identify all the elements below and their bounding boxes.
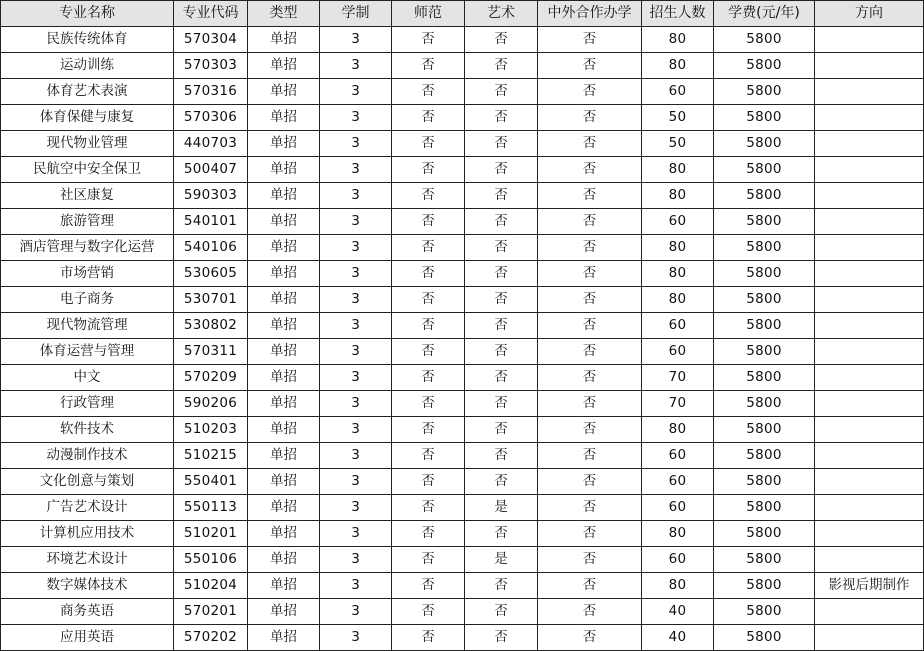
cell-major-name: 民航空中安全保卫 [1, 157, 174, 183]
cell-joint-program: 否 [538, 261, 642, 287]
cell-art: 否 [465, 339, 538, 365]
cell-major-name: 社区康复 [1, 183, 174, 209]
cell-duration: 3 [320, 625, 392, 651]
cell-joint-program: 否 [538, 79, 642, 105]
table-row [1, 625, 924, 651]
cell-joint-program: 否 [538, 287, 642, 313]
cell-major-code: 510215 [174, 443, 248, 469]
cell-tuition: 5800 [714, 365, 815, 391]
cell-major-code: 540101 [174, 209, 248, 235]
cell-type: 单招 [248, 183, 320, 209]
cell-joint-program: 否 [538, 547, 642, 573]
cell-duration: 3 [320, 495, 392, 521]
cell-major-name: 体育保健与康复 [1, 105, 174, 131]
table-row [1, 521, 924, 547]
cell-type: 单招 [248, 521, 320, 547]
cell-type: 单招 [248, 469, 320, 495]
cell-quota: 80 [642, 573, 714, 599]
cell-major-code: 570303 [174, 53, 248, 79]
cell-type: 单招 [248, 131, 320, 157]
cell-teacher-training: 否 [392, 625, 465, 651]
cell-major-name: 现代物流管理 [1, 313, 174, 339]
cell-direction [815, 261, 924, 287]
cell-major-code: 510201 [174, 521, 248, 547]
table-row [1, 547, 924, 573]
cell-art: 否 [465, 27, 538, 53]
cell-art: 否 [465, 391, 538, 417]
cell-type: 单招 [248, 261, 320, 287]
header-type: 类型 [248, 1, 320, 27]
cell-type: 单招 [248, 547, 320, 573]
cell-major-name: 文化创意与策划 [1, 469, 174, 495]
cell-tuition: 5800 [714, 79, 815, 105]
cell-joint-program: 否 [538, 209, 642, 235]
cell-teacher-training: 否 [392, 547, 465, 573]
cell-tuition: 5800 [714, 495, 815, 521]
header-major-code: 专业代码 [174, 1, 248, 27]
cell-joint-program: 否 [538, 599, 642, 625]
cell-type: 单招 [248, 443, 320, 469]
cell-quota: 50 [642, 131, 714, 157]
cell-teacher-training: 否 [392, 443, 465, 469]
cell-duration: 3 [320, 313, 392, 339]
cell-major-name: 市场营销 [1, 261, 174, 287]
cell-quota: 80 [642, 157, 714, 183]
cell-joint-program: 否 [538, 157, 642, 183]
cell-joint-program: 否 [538, 339, 642, 365]
cell-major-code: 510203 [174, 417, 248, 443]
cell-teacher-training: 否 [392, 469, 465, 495]
cell-tuition: 5800 [714, 131, 815, 157]
cell-duration: 3 [320, 521, 392, 547]
cell-major-name: 电子商务 [1, 287, 174, 313]
cell-duration: 3 [320, 27, 392, 53]
cell-teacher-training: 否 [392, 495, 465, 521]
header-row [1, 1, 924, 27]
cell-teacher-training: 否 [392, 183, 465, 209]
cell-major-name: 环境艺术设计 [1, 547, 174, 573]
cell-direction [815, 521, 924, 547]
header-joint-program: 中外合作办学 [538, 1, 642, 27]
cell-direction [815, 105, 924, 131]
cell-tuition: 5800 [714, 313, 815, 339]
cell-type: 单招 [248, 365, 320, 391]
cell-quota: 80 [642, 235, 714, 261]
cell-art: 否 [465, 157, 538, 183]
cell-teacher-training: 否 [392, 417, 465, 443]
cell-teacher-training: 否 [392, 287, 465, 313]
table-row [1, 105, 924, 131]
cell-art: 是 [465, 495, 538, 521]
cell-type: 单招 [248, 157, 320, 183]
cell-art: 否 [465, 443, 538, 469]
table-row [1, 313, 924, 339]
cell-duration: 3 [320, 209, 392, 235]
table-row [1, 443, 924, 469]
cell-teacher-training: 否 [392, 391, 465, 417]
cell-art: 否 [465, 235, 538, 261]
cell-art: 否 [465, 261, 538, 287]
table-body [1, 27, 924, 651]
cell-tuition: 5800 [714, 521, 815, 547]
cell-joint-program: 否 [538, 313, 642, 339]
cell-type: 单招 [248, 495, 320, 521]
cell-type: 单招 [248, 417, 320, 443]
cell-duration: 3 [320, 53, 392, 79]
cell-major-code: 590303 [174, 183, 248, 209]
cell-art: 否 [465, 287, 538, 313]
cell-major-code: 440703 [174, 131, 248, 157]
cell-quota: 60 [642, 339, 714, 365]
header-tuition: 学费(元/年) [714, 1, 815, 27]
cell-joint-program: 否 [538, 235, 642, 261]
cell-duration: 3 [320, 287, 392, 313]
cell-major-code: 570306 [174, 105, 248, 131]
cell-major-name: 运动训练 [1, 53, 174, 79]
cell-art: 否 [465, 53, 538, 79]
cell-direction [815, 391, 924, 417]
cell-art: 否 [465, 599, 538, 625]
cell-direction [815, 287, 924, 313]
cell-joint-program: 否 [538, 27, 642, 53]
cell-direction [815, 131, 924, 157]
cell-direction [815, 183, 924, 209]
cell-direction [815, 443, 924, 469]
cell-type: 单招 [248, 79, 320, 105]
cell-quota: 80 [642, 287, 714, 313]
cell-teacher-training: 否 [392, 573, 465, 599]
cell-direction [815, 625, 924, 651]
cell-major-code: 590206 [174, 391, 248, 417]
cell-teacher-training: 否 [392, 235, 465, 261]
cell-quota: 70 [642, 365, 714, 391]
cell-direction [815, 79, 924, 105]
cell-major-code: 570316 [174, 79, 248, 105]
cell-direction [815, 495, 924, 521]
cell-art: 是 [465, 547, 538, 573]
cell-major-name: 动漫制作技术 [1, 443, 174, 469]
header-major-name: 专业名称 [1, 1, 174, 27]
cell-quota: 40 [642, 625, 714, 651]
cell-joint-program: 否 [538, 105, 642, 131]
cell-joint-program: 否 [538, 131, 642, 157]
cell-direction [815, 157, 924, 183]
cell-duration: 3 [320, 261, 392, 287]
cell-direction [815, 547, 924, 573]
cell-quota: 80 [642, 417, 714, 443]
cell-type: 单招 [248, 27, 320, 53]
cell-art: 否 [465, 131, 538, 157]
table-row [1, 339, 924, 365]
cell-major-code: 530605 [174, 261, 248, 287]
cell-direction [815, 417, 924, 443]
cell-duration: 3 [320, 183, 392, 209]
cell-art: 否 [465, 573, 538, 599]
cell-direction [815, 339, 924, 365]
table-header [1, 1, 924, 27]
cell-tuition: 5800 [714, 573, 815, 599]
header-duration: 学制 [320, 1, 392, 27]
cell-major-name: 现代物业管理 [1, 131, 174, 157]
cell-tuition: 5800 [714, 417, 815, 443]
cell-tuition: 5800 [714, 261, 815, 287]
cell-duration: 3 [320, 391, 392, 417]
cell-duration: 3 [320, 339, 392, 365]
cell-art: 否 [465, 209, 538, 235]
cell-quota: 80 [642, 261, 714, 287]
cell-direction [815, 27, 924, 53]
header-quota: 招生人数 [642, 1, 714, 27]
cell-joint-program: 否 [538, 573, 642, 599]
table-row [1, 235, 924, 261]
cell-major-name: 软件技术 [1, 417, 174, 443]
cell-duration: 3 [320, 105, 392, 131]
cell-joint-program: 否 [538, 443, 642, 469]
cell-teacher-training: 否 [392, 209, 465, 235]
cell-quota: 60 [642, 547, 714, 573]
cell-tuition: 5800 [714, 105, 815, 131]
cell-tuition: 5800 [714, 157, 815, 183]
cell-major-code: 550113 [174, 495, 248, 521]
cell-art: 否 [465, 469, 538, 495]
table-row [1, 261, 924, 287]
cell-tuition: 5800 [714, 27, 815, 53]
cell-teacher-training: 否 [392, 53, 465, 79]
cell-major-name: 广告艺术设计 [1, 495, 174, 521]
cell-teacher-training: 否 [392, 27, 465, 53]
cell-joint-program: 否 [538, 365, 642, 391]
table-row [1, 157, 924, 183]
cell-quota: 80 [642, 27, 714, 53]
cell-tuition: 5800 [714, 625, 815, 651]
cell-major-code: 550106 [174, 547, 248, 573]
cell-major-name: 商务英语 [1, 599, 174, 625]
table-row [1, 469, 924, 495]
cell-major-name: 旅游管理 [1, 209, 174, 235]
cell-major-name: 行政管理 [1, 391, 174, 417]
cell-duration: 3 [320, 547, 392, 573]
cell-joint-program: 否 [538, 625, 642, 651]
cell-joint-program: 否 [538, 495, 642, 521]
cell-duration: 3 [320, 157, 392, 183]
cell-joint-program: 否 [538, 391, 642, 417]
cell-quota: 40 [642, 599, 714, 625]
cell-major-name: 体育艺术表演 [1, 79, 174, 105]
cell-direction [815, 599, 924, 625]
cell-major-code: 570201 [174, 599, 248, 625]
cell-tuition: 5800 [714, 339, 815, 365]
cell-joint-program: 否 [538, 469, 642, 495]
cell-duration: 3 [320, 235, 392, 261]
cell-duration: 3 [320, 79, 392, 105]
cell-tuition: 5800 [714, 287, 815, 313]
cell-direction [815, 469, 924, 495]
cell-type: 单招 [248, 625, 320, 651]
cell-quota: 60 [642, 209, 714, 235]
header-art: 艺术 [465, 1, 538, 27]
cell-major-code: 500407 [174, 157, 248, 183]
cell-duration: 3 [320, 417, 392, 443]
cell-major-name: 应用英语 [1, 625, 174, 651]
cell-joint-program: 否 [538, 53, 642, 79]
cell-major-name: 中文 [1, 365, 174, 391]
cell-tuition: 5800 [714, 547, 815, 573]
cell-quota: 60 [642, 469, 714, 495]
cell-art: 否 [465, 365, 538, 391]
cell-major-code: 540106 [174, 235, 248, 261]
cell-tuition: 5800 [714, 469, 815, 495]
cell-major-name: 计算机应用技术 [1, 521, 174, 547]
table-row [1, 183, 924, 209]
table-row [1, 27, 924, 53]
cell-major-code: 570311 [174, 339, 248, 365]
table-row [1, 79, 924, 105]
cell-duration: 3 [320, 443, 392, 469]
cell-joint-program: 否 [538, 521, 642, 547]
table-row [1, 391, 924, 417]
cell-type: 单招 [248, 105, 320, 131]
table-row [1, 365, 924, 391]
table-row [1, 131, 924, 157]
cell-tuition: 5800 [714, 235, 815, 261]
cell-art: 否 [465, 105, 538, 131]
cell-art: 否 [465, 625, 538, 651]
cell-type: 单招 [248, 53, 320, 79]
cell-major-code: 570304 [174, 27, 248, 53]
cell-tuition: 5800 [714, 209, 815, 235]
cell-duration: 3 [320, 573, 392, 599]
cell-major-name: 酒店管理与数字化运营 [1, 235, 174, 261]
cell-art: 否 [465, 183, 538, 209]
cell-tuition: 5800 [714, 183, 815, 209]
cell-type: 单招 [248, 573, 320, 599]
cell-direction [815, 365, 924, 391]
cell-type: 单招 [248, 287, 320, 313]
header-direction: 方向 [815, 1, 924, 27]
cell-teacher-training: 否 [392, 599, 465, 625]
cell-major-code: 570202 [174, 625, 248, 651]
cell-teacher-training: 否 [392, 157, 465, 183]
cell-major-name: 数字媒体技术 [1, 573, 174, 599]
cell-major-name: 体育运营与管理 [1, 339, 174, 365]
cell-tuition: 5800 [714, 391, 815, 417]
cell-teacher-training: 否 [392, 521, 465, 547]
cell-teacher-training: 否 [392, 105, 465, 131]
cell-quota: 60 [642, 495, 714, 521]
cell-teacher-training: 否 [392, 131, 465, 157]
cell-joint-program: 否 [538, 417, 642, 443]
cell-direction [815, 235, 924, 261]
cell-teacher-training: 否 [392, 79, 465, 105]
cell-quota: 60 [642, 79, 714, 105]
cell-art: 否 [465, 417, 538, 443]
cell-duration: 3 [320, 469, 392, 495]
cell-art: 否 [465, 521, 538, 547]
cell-type: 单招 [248, 391, 320, 417]
cell-quota: 80 [642, 53, 714, 79]
cell-quota: 60 [642, 443, 714, 469]
cell-tuition: 5800 [714, 443, 815, 469]
table-row [1, 599, 924, 625]
table-row [1, 495, 924, 521]
cell-duration: 3 [320, 365, 392, 391]
header-teacher-training: 师范 [392, 1, 465, 27]
cell-tuition: 5800 [714, 53, 815, 79]
cell-duration: 3 [320, 131, 392, 157]
table-row [1, 287, 924, 313]
cell-type: 单招 [248, 339, 320, 365]
cell-tuition: 5800 [714, 599, 815, 625]
cell-direction: 影视后期制作 [815, 573, 924, 599]
cell-teacher-training: 否 [392, 339, 465, 365]
cell-duration: 3 [320, 599, 392, 625]
cell-major-name: 民族传统体育 [1, 27, 174, 53]
cell-quota: 60 [642, 313, 714, 339]
cell-joint-program: 否 [538, 183, 642, 209]
cell-quota: 70 [642, 391, 714, 417]
cell-type: 单招 [248, 599, 320, 625]
cell-art: 否 [465, 313, 538, 339]
cell-art: 否 [465, 79, 538, 105]
cell-teacher-training: 否 [392, 261, 465, 287]
cell-direction [815, 313, 924, 339]
cell-major-code: 550401 [174, 469, 248, 495]
cell-teacher-training: 否 [392, 313, 465, 339]
cell-quota: 80 [642, 183, 714, 209]
cell-quota: 50 [642, 105, 714, 131]
cell-major-code: 530802 [174, 313, 248, 339]
cell-direction [815, 53, 924, 79]
cell-type: 单招 [248, 313, 320, 339]
table-row [1, 53, 924, 79]
cell-direction [815, 209, 924, 235]
cell-major-code: 530701 [174, 287, 248, 313]
cell-teacher-training: 否 [392, 365, 465, 391]
cell-major-code: 510204 [174, 573, 248, 599]
table-row [1, 573, 924, 599]
cell-type: 单招 [248, 235, 320, 261]
cell-quota: 80 [642, 521, 714, 547]
cell-major-code: 570209 [174, 365, 248, 391]
table-row [1, 209, 924, 235]
cell-type: 单招 [248, 209, 320, 235]
table-row [1, 417, 924, 443]
